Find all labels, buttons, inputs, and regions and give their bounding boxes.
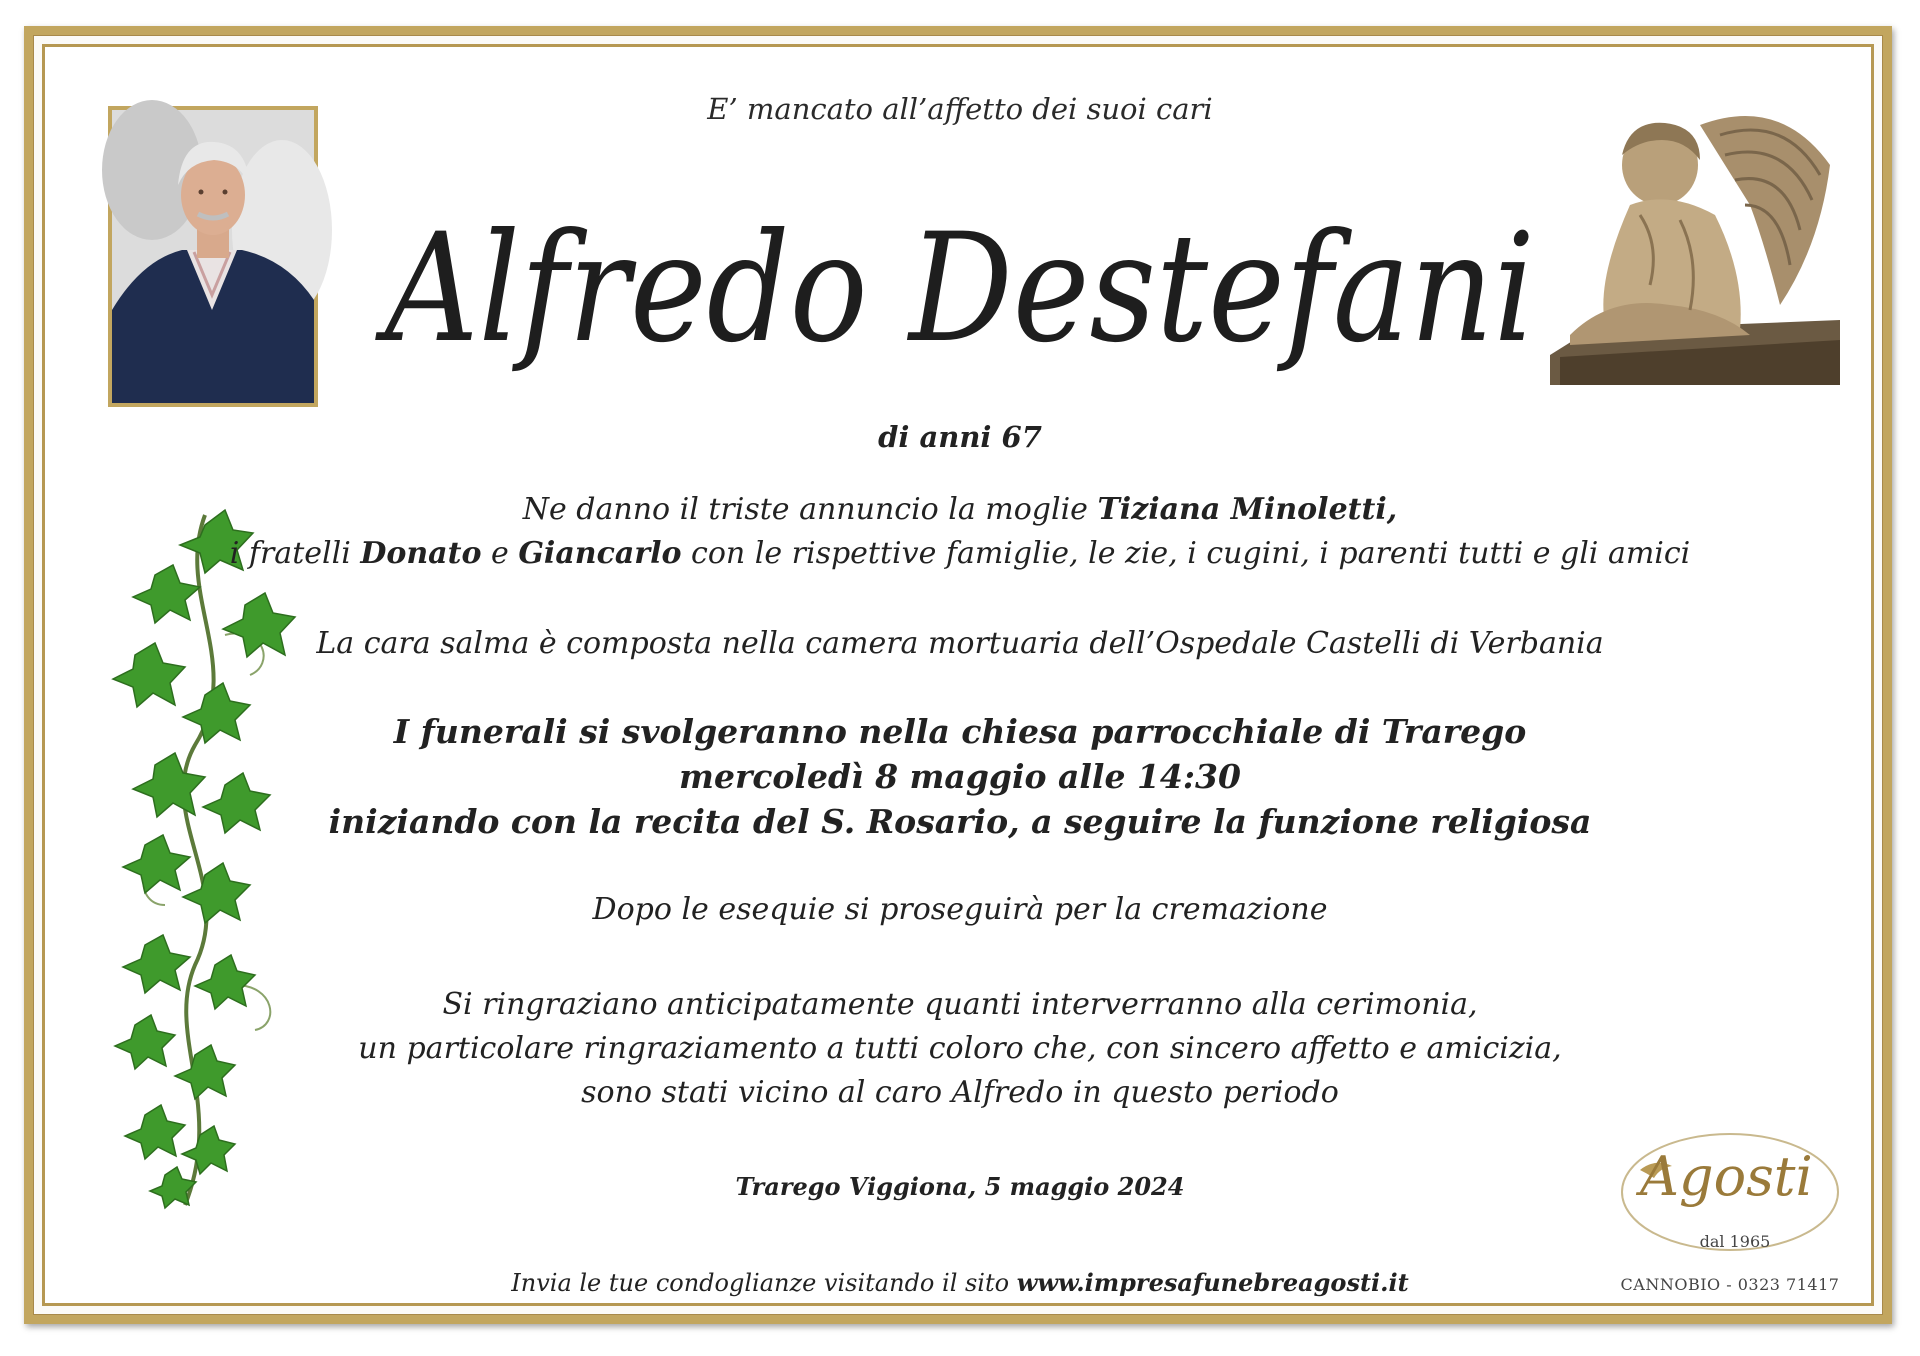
funeral-details xyxy=(0,709,1920,844)
thanks-line-3: sono stati vicino al caro Alfredo in questo periodo xyxy=(581,1075,1339,1110)
thanks-line-1: Si ringraziano anticipatamente quanti interverranno alla cerimonia, xyxy=(442,987,1478,1022)
footer-text: Invia le tue condoglianze visitando il sito xyxy=(511,1269,1017,1297)
angel-statue-image xyxy=(1550,95,1840,385)
announcement-paragraph xyxy=(0,488,1920,576)
age-line: di anni 67 xyxy=(878,420,1042,454)
website-link[interactable]: www.impresafunebreagosti.it xyxy=(1016,1268,1409,1297)
announcement-line-1 xyxy=(0,488,1920,532)
deceased-name xyxy=(370,165,1550,420)
logo-since: dal 1965 xyxy=(1699,1232,1771,1251)
cremation-line: Dopo le esequie si proseguirà per la cremazione xyxy=(592,892,1328,927)
deceased-name-text: Alfredo Destefani xyxy=(374,202,1536,376)
intro-line: E’ mancato all’affetto dei suoi cari xyxy=(707,92,1213,126)
viewing-location-line: La cara salma è composta nella camera mortuaria dell’Ospedale Castelli di Verbania xyxy=(316,626,1604,661)
announcement-text: e xyxy=(481,536,519,571)
place-date-line: Trarego Viggiona, 5 maggio 2024 xyxy=(735,1172,1185,1201)
logo-name: Agosti xyxy=(1640,1145,1813,1208)
brother-name: Giancarlo xyxy=(518,536,682,571)
funeral-line-1: I funerali si svolgeranno nella chiesa parrocchiale di Trarego xyxy=(393,712,1527,751)
funeral-line-3: iniziando con la recita del S. Rosario, a seguire la funzione religiosa xyxy=(328,802,1592,841)
announcement-text: con le rispettive famiglie, le zie, i cugini, i parenti tutti e gli amici xyxy=(681,536,1691,571)
portrait-illustration xyxy=(112,110,314,403)
thanks-line-2: un particolare ringraziamento a tutti coloro che, con sincero affetto e amicizia, xyxy=(358,1031,1562,1066)
brother-name: Donato xyxy=(360,536,482,571)
announcement-text: i fratelli xyxy=(229,536,361,571)
announcement-line-2 xyxy=(0,532,1920,576)
funeral-line-2: mercoledì 8 maggio alle 14:30 xyxy=(679,757,1241,796)
thanks-paragraph xyxy=(0,983,1920,1115)
logo-contact: CANNOBIO - 0323 71417 xyxy=(1620,1275,1840,1294)
wife-name: Tiziana Minoletti, xyxy=(1097,492,1398,527)
announcement-text: Ne danno il triste annuncio la moglie xyxy=(522,492,1098,527)
portrait-photo xyxy=(108,106,318,407)
